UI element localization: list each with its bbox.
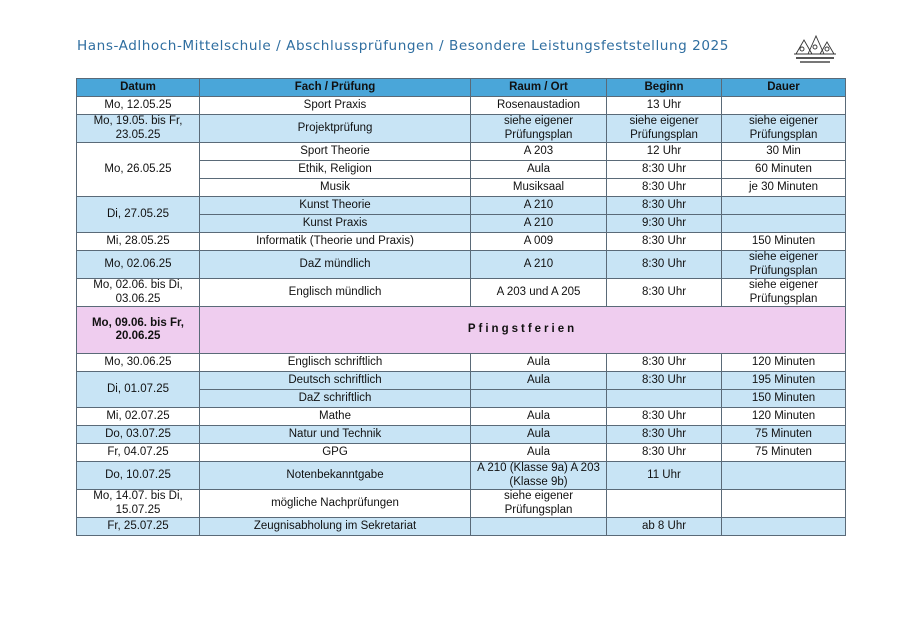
room-cell: Musiksaal (471, 179, 607, 197)
room-cell: Aula (471, 161, 607, 179)
subject-cell: Musik (200, 179, 471, 197)
start-cell: 8:30 Uhr (607, 444, 722, 462)
date-cell: Mo, 19.05. bis Fr, 23.05.25 (77, 115, 200, 143)
room-cell: A 203 (471, 143, 607, 161)
duration-cell: 30 Min (722, 143, 846, 161)
column-header-duration: Dauer (722, 79, 846, 97)
room-cell: A 210 (Klasse 9a) A 203 (Klasse 9b) (471, 462, 607, 490)
subject-cell: mögliche Nachprüfungen (200, 490, 471, 518)
subject-cell: Ethik, Religion (200, 161, 471, 179)
room-cell (471, 390, 607, 408)
holiday-row (77, 307, 846, 354)
table-row (77, 115, 846, 143)
duration-cell: siehe eigener Prüfungsplan (722, 115, 846, 143)
subject-cell: Projektprüfung (200, 115, 471, 143)
column-header-start: Beginn (607, 79, 722, 97)
table-row (77, 490, 846, 518)
duration-cell (722, 490, 846, 518)
school-logo (790, 30, 840, 70)
date-cell: Fr, 04.07.25 (77, 444, 200, 462)
room-cell: A 203 und A 205 (471, 279, 607, 307)
duration-cell: 120 Minuten (722, 354, 846, 372)
table-row (77, 233, 846, 251)
start-cell: 8:30 Uhr (607, 161, 722, 179)
date-cell: Fr, 25.07.25 (77, 518, 200, 536)
start-cell: 8:30 Uhr (607, 408, 722, 426)
table-row (77, 372, 846, 390)
date-cell: Mo, 09.06. bis Fr, 20.06.25 (77, 307, 200, 354)
duration-cell (722, 215, 846, 233)
subject-cell: Kunst Theorie (200, 197, 471, 215)
table-row (77, 279, 846, 307)
subject-cell: Englisch schriftlich (200, 354, 471, 372)
start-cell: siehe eigener Prüfungsplan (607, 115, 722, 143)
table-row (77, 444, 846, 462)
subject-cell: Mathe (200, 408, 471, 426)
date-cell: Do, 10.07.25 (77, 462, 200, 490)
date-cell: Di, 27.05.25 (77, 197, 200, 233)
duration-cell: 60 Minuten (722, 161, 846, 179)
subject-cell: Englisch mündlich (200, 279, 471, 307)
date-cell: Do, 03.07.25 (77, 426, 200, 444)
table-row (77, 251, 846, 279)
duration-cell: je 30 Minuten (722, 179, 846, 197)
subject-cell: Notenbekanntgabe (200, 462, 471, 490)
table-row (77, 143, 846, 161)
room-cell: Aula (471, 426, 607, 444)
date-cell: Mo, 26.05.25 (77, 143, 200, 197)
duration-cell (722, 462, 846, 490)
start-cell: 9:30 Uhr (607, 215, 722, 233)
date-cell: Mi, 28.05.25 (77, 233, 200, 251)
start-cell: 8:30 Uhr (607, 354, 722, 372)
table-row (77, 426, 846, 444)
start-cell: 8:30 Uhr (607, 279, 722, 307)
subject-cell: DaZ mündlich (200, 251, 471, 279)
table-row (77, 462, 846, 490)
start-cell: 8:30 Uhr (607, 233, 722, 251)
subject-cell: Zeugnisabholung im Sekretariat (200, 518, 471, 536)
room-cell: siehe eigener Prüfungsplan (471, 490, 607, 518)
duration-cell: 75 Minuten (722, 444, 846, 462)
room-cell: A 210 (471, 215, 607, 233)
table-row (77, 354, 846, 372)
subject-cell: GPG (200, 444, 471, 462)
room-cell: Rosenaustadion (471, 97, 607, 115)
start-cell: 12 Uhr (607, 143, 722, 161)
date-cell: Mo, 02.06.25 (77, 251, 200, 279)
subject-cell: DaZ schriftlich (200, 390, 471, 408)
subject-cell: Natur und Technik (200, 426, 471, 444)
duration-cell: siehe eigener Prüfungsplan (722, 251, 846, 279)
start-cell: 8:30 Uhr (607, 251, 722, 279)
room-cell (471, 518, 607, 536)
room-cell: A 210 (471, 197, 607, 215)
start-cell (607, 390, 722, 408)
holiday-label: Pfingstferien (200, 307, 846, 354)
duration-cell: 150 Minuten (722, 390, 846, 408)
subject-cell: Informatik (Theorie und Praxis) (200, 233, 471, 251)
subject-cell: Sport Praxis (200, 97, 471, 115)
date-cell: Mi, 02.07.25 (77, 408, 200, 426)
subject-cell: Kunst Praxis (200, 215, 471, 233)
subject-cell: Sport Theorie (200, 143, 471, 161)
date-cell: Mo, 02.06. bis Di, 03.06.25 (77, 279, 200, 307)
duration-cell (722, 518, 846, 536)
room-cell: A 210 (471, 251, 607, 279)
start-cell: 8:30 Uhr (607, 426, 722, 444)
start-cell: 11 Uhr (607, 462, 722, 490)
date-cell: Mo, 30.06.25 (77, 354, 200, 372)
start-cell: 8:30 Uhr (607, 179, 722, 197)
start-cell: 13 Uhr (607, 97, 722, 115)
column-header-room: Raum / Ort (471, 79, 607, 97)
column-header-subject: Fach / Prüfung (200, 79, 471, 97)
duration-cell: 150 Minuten (722, 233, 846, 251)
duration-cell (722, 97, 846, 115)
duration-cell: 195 Minuten (722, 372, 846, 390)
exam-schedule-table (76, 78, 846, 536)
duration-cell (722, 197, 846, 215)
room-cell: Aula (471, 372, 607, 390)
room-cell: Aula (471, 444, 607, 462)
column-header-date: Datum (77, 79, 200, 97)
table-row (77, 97, 846, 115)
room-cell: siehe eigener Prüfungsplan (471, 115, 607, 143)
room-cell: A 009 (471, 233, 607, 251)
duration-cell: 75 Minuten (722, 426, 846, 444)
start-cell: 8:30 Uhr (607, 372, 722, 390)
table-row (77, 518, 846, 536)
start-cell (607, 490, 722, 518)
room-cell: Aula (471, 354, 607, 372)
duration-cell: 120 Minuten (722, 408, 846, 426)
date-cell: Mo, 14.07. bis Di, 15.07.25 (77, 490, 200, 518)
start-cell: ab 8 Uhr (607, 518, 722, 536)
duration-cell: siehe eigener Prüfungsplan (722, 279, 846, 307)
date-cell: Mo, 12.05.25 (77, 97, 200, 115)
start-cell: 8:30 Uhr (607, 197, 722, 215)
page-title: Hans-Adlhoch-Mittelschule / Abschlussprüfungen / Besondere Leistungsfeststellung 2025 (77, 38, 729, 54)
subject-cell: Deutsch schriftlich (200, 372, 471, 390)
room-cell: Aula (471, 408, 607, 426)
date-cell: Di, 01.07.25 (77, 372, 200, 408)
table-row (77, 408, 846, 426)
table-row (77, 197, 846, 215)
